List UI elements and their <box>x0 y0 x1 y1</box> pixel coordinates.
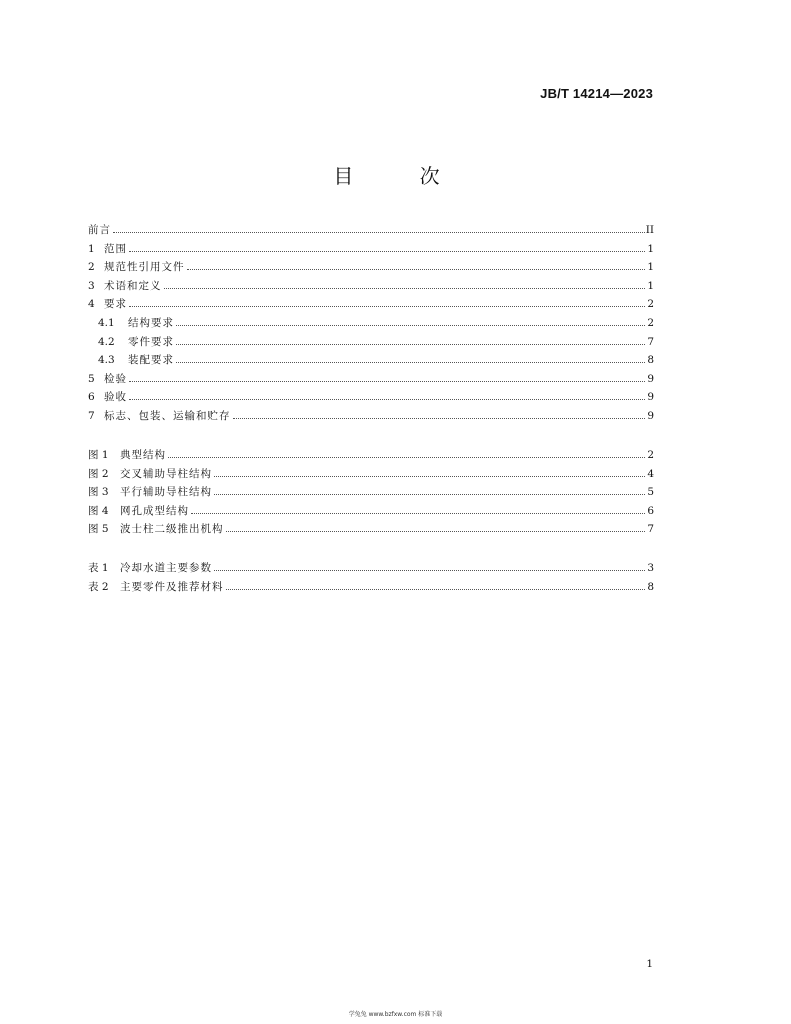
toc-entry-label: 平行辅助导柱结构 <box>120 486 212 499</box>
toc-entry-label: 检验 <box>104 372 127 385</box>
toc-entry-label: 装配要求 <box>128 354 174 367</box>
toc-leader-dots <box>191 512 645 514</box>
toc-entry-page: 9 <box>647 409 654 422</box>
toc-entry-label: 主要零件及推荐材料 <box>120 580 224 593</box>
toc-entry-label: 验收 <box>104 391 127 404</box>
toc-section-item[interactable] <box>88 388 654 407</box>
toc-entry-page: 1 <box>647 279 654 292</box>
toc-entry-page: 8 <box>647 580 654 593</box>
toc-entry-page: 2 <box>647 449 654 461</box>
toc-entry-label: 规范性引用文件 <box>104 261 185 274</box>
toc-leader-dots <box>129 250 645 252</box>
toc-leader-dots <box>226 530 646 532</box>
toc-entry-label: 零件要求 <box>128 335 174 348</box>
toc-entry-label: 范围 <box>104 242 127 255</box>
toc-leader-dots <box>214 569 645 571</box>
toc-sections <box>88 221 654 426</box>
toc-entry-number: 4.3 <box>98 354 115 367</box>
footer-watermark: 学兔兔 www.bzfxw.com 标准下载 <box>348 1011 443 1018</box>
toc-table-item[interactable] <box>88 559 654 578</box>
toc-leader-dots <box>176 324 645 326</box>
toc-entry-page: 1 <box>647 261 654 274</box>
toc-entry-label: 交叉辅助导柱结构 <box>120 467 212 480</box>
toc-leader-dots <box>176 361 645 363</box>
toc-entry-number: 3 <box>88 279 95 292</box>
toc-figure-item[interactable] <box>88 446 654 465</box>
toc-entry-label: 结构要求 <box>128 316 174 329</box>
toc-figure-item[interactable] <box>88 465 654 484</box>
toc-leader-dots <box>113 231 645 233</box>
toc-entry-page: 7 <box>647 523 654 536</box>
toc-figure-item[interactable] <box>88 502 654 521</box>
toc-section-item[interactable] <box>88 277 654 296</box>
toc-section-item[interactable] <box>88 240 654 259</box>
toc-entry-page: 8 <box>647 354 654 367</box>
toc-entry-number: 2 <box>88 261 95 274</box>
toc-entry-label: 冷却水道主要参数 <box>120 562 212 574</box>
toc-entry-number: 图 3 <box>88 486 109 499</box>
toc-entry-number: 5 <box>88 372 95 385</box>
toc-entry-number: 4.1 <box>98 316 115 329</box>
toc-entry-number: 图 2 <box>88 467 109 480</box>
toc-entry-label: 前言 <box>88 224 111 236</box>
toc-entry-number: 图 5 <box>88 523 109 536</box>
toc-entry-label: 波士柱二级推出机构 <box>120 523 224 536</box>
toc-entry-page: 5 <box>647 486 654 499</box>
toc-entry-number: 7 <box>88 409 95 422</box>
toc-figures-list <box>88 446 654 539</box>
toc-leader-dots <box>176 343 645 345</box>
toc-leader-dots <box>187 268 646 270</box>
toc-section-item[interactable] <box>88 258 654 277</box>
toc-entry-page: 2 <box>647 298 654 311</box>
toc-sections-list <box>88 221 654 426</box>
toc-entry-number: 4 <box>88 298 95 311</box>
toc-entry-page: 4 <box>647 467 654 480</box>
toc-entry-number: 4.2 <box>98 335 115 348</box>
toc-table-item[interactable] <box>88 578 654 597</box>
toc-entry-number: 表 1 <box>88 562 109 574</box>
toc-entry-page: 7 <box>647 335 654 348</box>
toc-entry-page: 2 <box>647 316 654 329</box>
toc-leader-dots <box>129 380 645 382</box>
toc-section-item[interactable] <box>88 221 654 240</box>
toc-entry-number: 1 <box>88 242 95 255</box>
toc-leader-dots <box>214 493 645 495</box>
page-title: 目 次 <box>333 164 470 188</box>
toc-tables <box>88 559 654 596</box>
toc-leader-dots <box>129 305 645 307</box>
toc-entry-page: 3 <box>647 562 654 574</box>
toc-leader-dots <box>226 588 646 590</box>
toc-entry-page: 6 <box>647 504 654 517</box>
toc-entry-page: 1 <box>647 242 654 255</box>
toc-section-item[interactable] <box>88 351 654 370</box>
toc-entry-number: 图 4 <box>88 504 109 517</box>
toc-entry-page: II <box>645 224 654 236</box>
toc-figures <box>88 446 654 539</box>
toc-entry-number: 图 1 <box>88 449 109 461</box>
toc-entry-page: 9 <box>647 372 654 385</box>
toc-entry-page: 9 <box>647 391 654 404</box>
toc-tables-list <box>88 559 654 596</box>
standard-code: JB/T 14214—2023 <box>540 86 653 101</box>
toc-entry-label: 典型结构 <box>120 449 166 461</box>
toc-leader-dots <box>214 475 645 477</box>
toc-leader-dots <box>129 398 645 400</box>
toc-section-item[interactable] <box>88 407 654 426</box>
toc-entry-number: 表 2 <box>88 580 109 593</box>
page-number: 1 <box>646 958 653 970</box>
toc-leader-dots <box>233 417 646 419</box>
toc-figure-item[interactable] <box>88 483 654 502</box>
toc-entry-number: 6 <box>88 391 95 404</box>
toc-section-item[interactable] <box>88 314 654 333</box>
toc-entry-label: 要求 <box>104 298 127 311</box>
toc-leader-dots <box>168 456 645 458</box>
toc-section-item[interactable] <box>88 295 654 314</box>
toc-entry-label: 术语和定义 <box>104 279 162 292</box>
toc-section-item[interactable] <box>88 333 654 352</box>
toc-leader-dots <box>164 287 646 289</box>
toc-entry-label: 标志、包装、运输和贮存 <box>104 409 231 422</box>
toc-figure-item[interactable] <box>88 520 654 539</box>
toc-entry-label: 网孔成型结构 <box>120 504 189 517</box>
toc-section-item[interactable] <box>88 370 654 389</box>
